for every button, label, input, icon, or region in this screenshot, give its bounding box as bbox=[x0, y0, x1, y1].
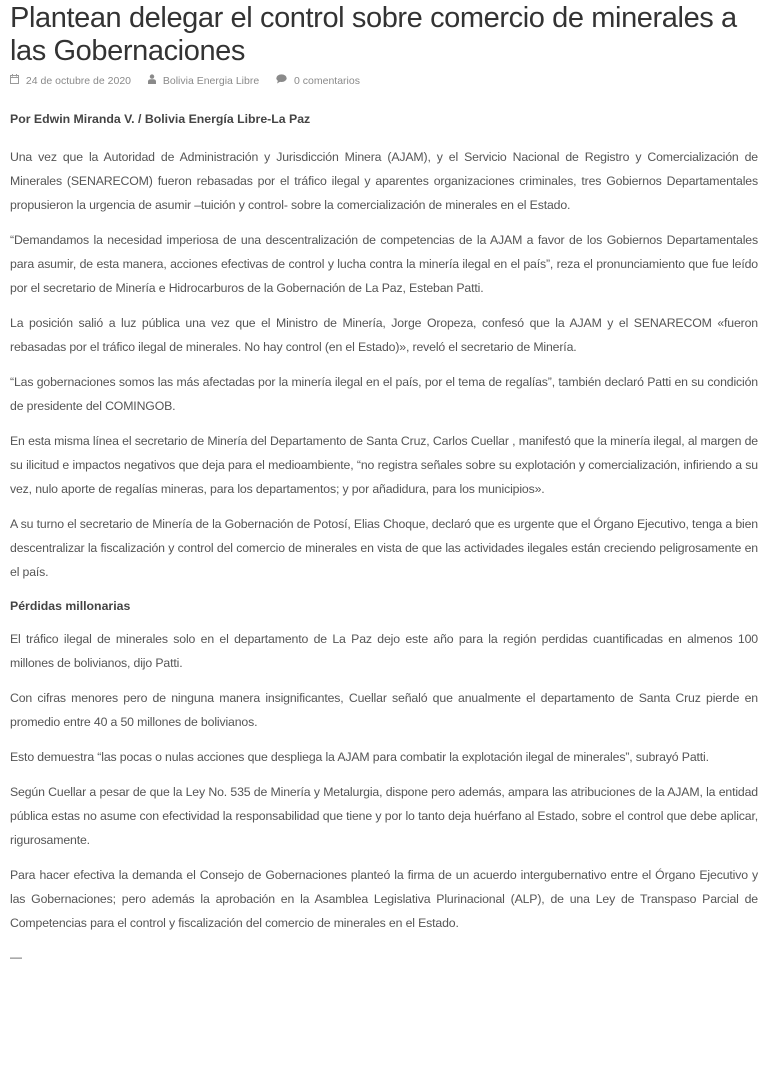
comment-icon bbox=[276, 73, 287, 89]
paragraph: “Las gobernaciones somos las más afectadas por la minería ilegal en el país, por el tema de regalías”, también declaró Patti en su condición de presidente del COMINGOB. bbox=[10, 375, 758, 413]
paragraph: En esta misma línea el secretario de Minería del Departamento de Santa Cruz, Carlos Cuellar , manifestó que la minería ilegal, al margen de su ilicitud e impactos negativos que deja para el medioambiente, “no registra señales sobre su explotación y comercialización, infiriendo a su vez, nulo aporte de regalías mineras, para los departamentos; y por añadidura, para los municipios». bbox=[10, 434, 758, 496]
end-mark bbox=[10, 947, 758, 967]
article-meta bbox=[10, 73, 758, 89]
paragraph: Con cifras menores pero de ninguna manera insignificantes, Cuellar señaló que anualmente el departamento de Santa Cruz pierde en promedio entre 40 a 50 millones de bolivianos. bbox=[10, 691, 758, 729]
paragraph: “Demandamos la necesidad imperiosa de una descentralización de competencias de la AJAM a favor de los Gobiernos Departamentales para asumir, de esta manera, acciones efectivas de control y lucha contra la minería ilegal en el país”, reza el pronunciamiento que fue leído por el secretario de Minería e Hidrocarburos de la Gobernación de La Paz, Esteban Patti. bbox=[10, 233, 758, 295]
paragraph: Para hacer efectiva la demanda el Consejo de Gobernaciones planteó la firma de un acuerdo intergubernativo entre el Órgano Ejecutivo y las Gobernaciones; pero además la aprobación en la Asamblea Legislativa Plurinacional (ALP), de una Ley de Transpaso Parcial de Competencias para el control y fiscalización del comercio de minerales en el Estado. bbox=[10, 868, 758, 930]
article-byline: Por Edwin Miranda V. / Bolivia Energía Libre-La Paz bbox=[10, 112, 311, 126]
paragraph: La posición salió a luz pública una vez que el Ministro de Minería, Jorge Oropeza, confesó que la AJAM y el SENARECOM «fueron rebasadas por el tráfico ilegal de minerales. No hay control (en el Estado)», reveló el secretario de Minería. bbox=[10, 316, 758, 354]
meta-date[interactable] bbox=[10, 73, 131, 89]
meta-date-text: 24 de octubre de 2020 bbox=[25, 75, 132, 88]
meta-author[interactable] bbox=[148, 73, 259, 89]
paragraph: Una vez que la Autoridad de Administración y Jurisdicción Minera (AJAM), y el Servicio Nacional de Registro y Comercialización de Minerales (SENARECOM) fueron rebasadas por el tráfico ilegal y aparentes organizaciones criminales, tres Gobiernos Departamentales propusieron la urgencia de asumir –tuición y control- sobre la comercialización de minerales en el Estado. bbox=[10, 150, 758, 212]
paragraph: Esto demuestra “las pocas o nulas acciones que despliega la AJAM para combatir la explotación ilegal de minerales”, subrayó Patti. bbox=[10, 750, 709, 764]
section-subheading: Pérdidas millonarias bbox=[10, 599, 131, 613]
meta-comments[interactable] bbox=[276, 73, 360, 89]
calendar-icon bbox=[10, 73, 19, 89]
meta-author-text: Bolivia Energia Libre bbox=[162, 75, 260, 88]
user-icon bbox=[148, 73, 156, 89]
paragraph: El tráfico ilegal de minerales solo en el departamento de La Paz dejo este año para la región perdidas cuantificadas en almenos 100 millones de bolivianos, dijo Patti. bbox=[10, 632, 758, 670]
meta-comments-text: 0 comentarios bbox=[294, 75, 360, 88]
article bbox=[10, 0, 758, 967]
end-mark-text: — bbox=[10, 950, 22, 964]
paragraph: Según Cuellar a pesar de que la Ley No. 535 de Minería y Metalurgia, dispone pero además, ampara las atribuciones de la AJAM, la entidad pública estas no asume con efectividad la responsabilidad que tiene y por lo tanto deja huérfano al Estado, sobre el control que debe aplicar, rigurosamente. bbox=[10, 785, 758, 847]
paragraph: A su turno el secretario de Minería de la Gobernación de Potosí, Elias Choque, declaró que es urgente que el Órgano Ejecutivo, tenga a bien descentralizar la fiscalización y control del comercio de minerales en vista de que las actividades ilegales están creciendo peligrosamente en el país. bbox=[10, 517, 758, 579]
article-title: Plantean delegar el control sobre comercio de minerales a las Gobernaciones bbox=[10, 2, 737, 67]
